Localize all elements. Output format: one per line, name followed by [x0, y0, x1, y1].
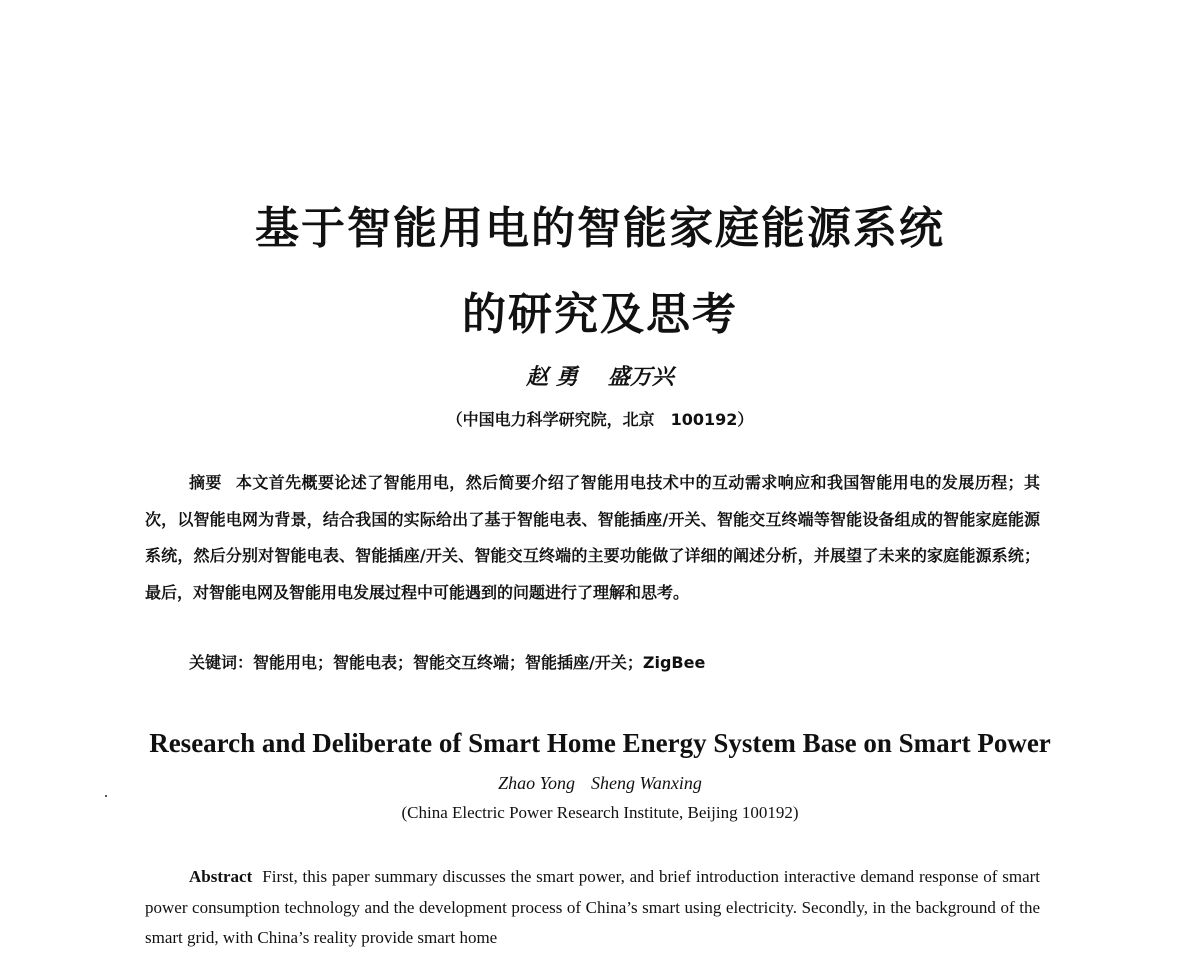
chinese-author-1: 赵 勇	[526, 364, 578, 390]
scan-speck	[105, 795, 107, 797]
english-abstract-label: Abstract	[189, 867, 253, 886]
chinese-affiliation: （中国电力科学研究院，北京 100192）	[446, 410, 754, 429]
english-abstract-text: First, this paper summary discusses the smart power, and brief introduction interactive demand response of smart power consumption technology and the development process of China’s smart using electricity. Secondly, in the background of the smart grid, with China’s reality provide smart home	[145, 867, 1040, 947]
chinese-abstract-text: 本文首先概要论述了智能用电，然后简要介绍了智能用电技术中的互动需求响应和我国智能用电的发展历程；其次，以智能电网为背景，结合我国的实际给出了基于智能电表、智能插座/开关、智能交互终端等智能设备组成的智能家庭能源系统，然后分别对智能电表、智能插座/开关、智能交互终端的主要功能做了详细的阐述分析，并展望了未来的家庭能源系统；最后，对智能电网及智能用电发展过程中可能遇到的问题进行了理解和思考。	[145, 473, 1040, 602]
chinese-keywords	[189, 648, 1049, 678]
chinese-authors	[0, 360, 1200, 391]
chinese-title-line-2: 的研究及思考	[462, 289, 738, 340]
english-authors	[0, 773, 1200, 794]
chinese-author-2: 盛万兴	[607, 364, 674, 390]
english-author-1: Zhao Yong	[498, 773, 576, 793]
chinese-abstract	[145, 465, 1040, 611]
english-affiliation: (China Electric Power Research Institute, Beijing 100192)	[401, 803, 799, 822]
chinese-abstract-label: 摘要	[189, 473, 222, 492]
chinese-keywords-text: 智能用电；智能电表；智能交互终端；智能插座/开关；ZigBee	[253, 653, 706, 672]
chinese-keywords-label: 关键词：	[189, 653, 254, 672]
english-abstract	[145, 862, 1040, 954]
english-title: Research and Deliberate of Smart Home Energy System Base on Smart Power	[149, 728, 1051, 758]
english-author-2: Sheng Wanxing	[591, 773, 702, 793]
chinese-title-line-1: 基于智能用电的智能家庭能源系统	[255, 203, 945, 254]
